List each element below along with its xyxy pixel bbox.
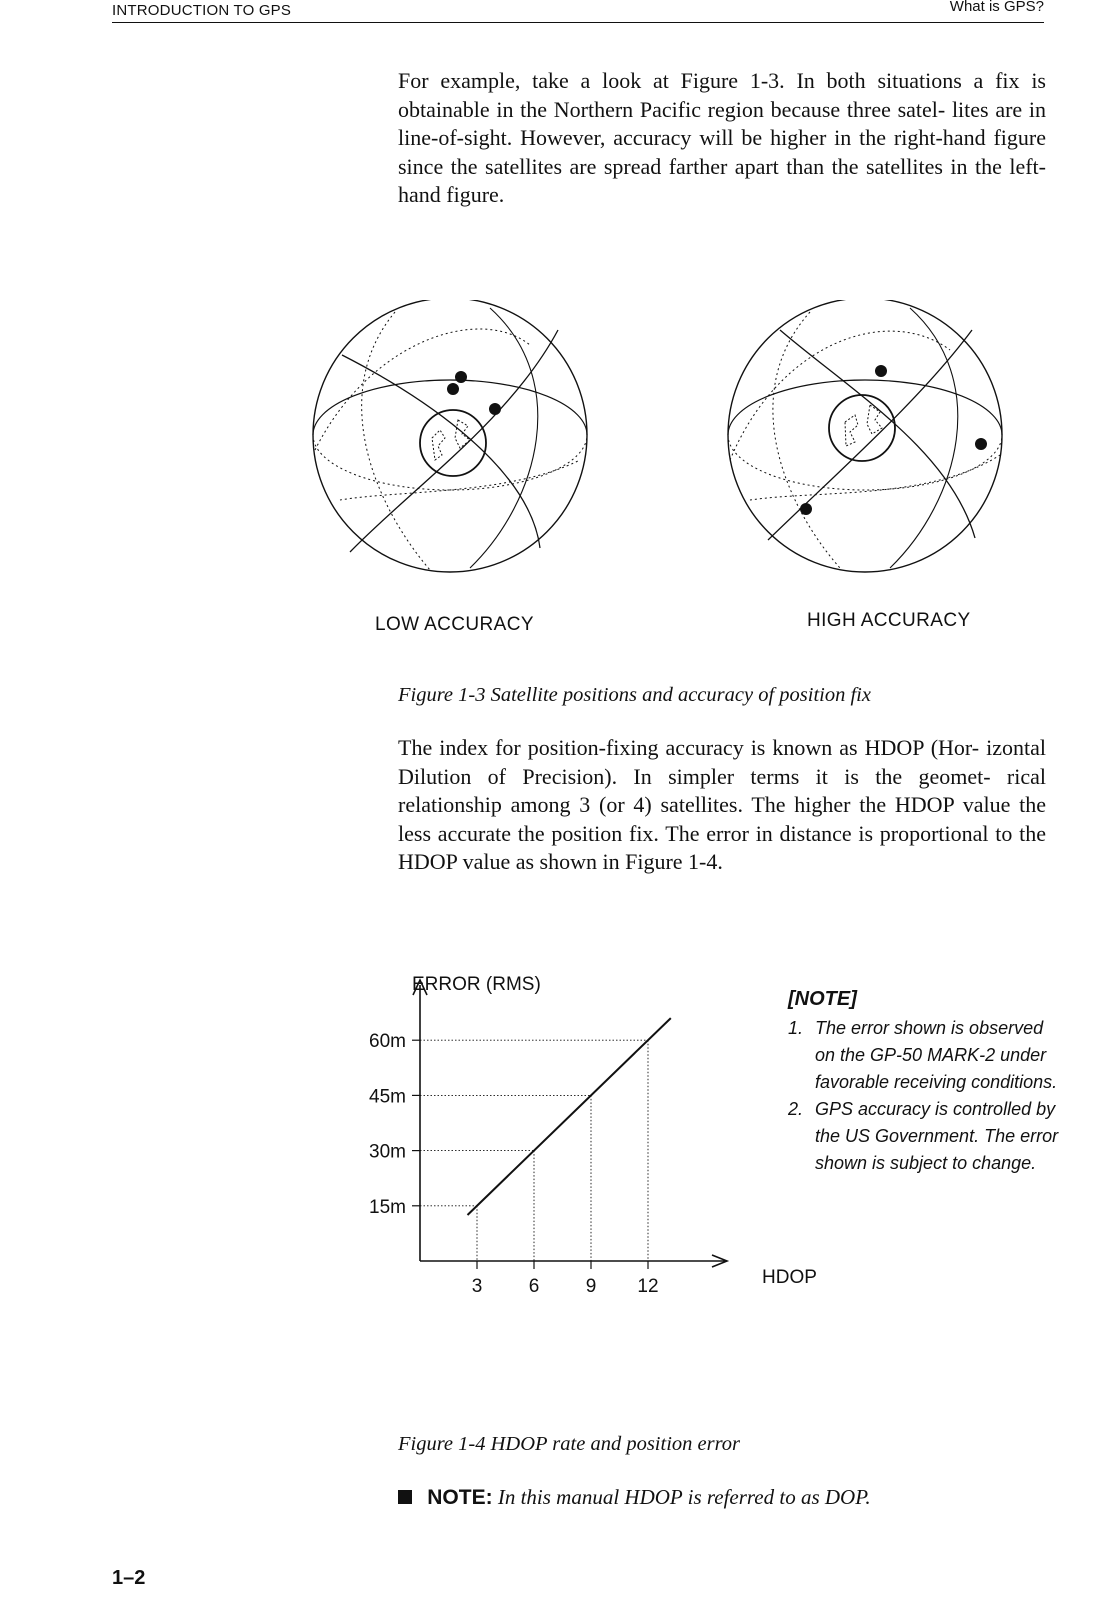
bottom-note-label: NOTE: [427, 1486, 493, 1509]
note-box [788, 986, 1068, 1177]
note-item-2 [788, 1096, 1068, 1177]
low-accuracy-satellites [447, 371, 501, 415]
low-accuracy-globe [313, 300, 587, 572]
hdop-error-chart [350, 975, 830, 1345]
y-tick-label: 30m [369, 1141, 406, 1163]
bottom-note-text: In this manual HDOP is referred to as DOP. [497, 1485, 871, 1509]
y-tick-labels [369, 1031, 420, 1218]
body-paragraph-2: The index for position-fixing accuracy is known as HDOP (Hor- izontal Dilution of Precision). In simpler terms it is the geomet- rical relationship among 3 (or 4) satellites. The higher the HDOP value the less accurate the position fix. The error in distance is proportional to the HDOP value as shown in Figure 1-4. [398, 735, 1046, 874]
square-bullet-icon [398, 1490, 412, 1504]
y-axis-label: ERROR (RMS) [412, 975, 541, 995]
body-paragraph-1: For example, take a look at Figure 1-3. In both situations a fix is obtainable in the Northern Pacific region because three satel- lites are in line-of-sight. However, accuracy will be higher in the right-hand figure since the satellites are spread farther apart than the satellites in the left-hand figure. [398, 68, 1046, 207]
x-tick-labels [472, 1261, 659, 1297]
x-axis-label: HDOP [762, 1267, 817, 1288]
satellite-figure [310, 300, 1055, 605]
page-number: 1–2 [112, 1567, 146, 1589]
x-tick-label: 12 [637, 1276, 659, 1297]
x-tick-label: 3 [471, 1276, 483, 1297]
chart-axes [413, 980, 727, 1267]
low-accuracy-label: LOW ACCURACY [375, 614, 534, 635]
bottom-note [398, 1485, 871, 1510]
note-list [788, 1015, 1068, 1177]
note-title: [NOTE] [788, 988, 857, 1010]
note-item-text: The error shown is observed on the GP-50 MARK-2 under favorable receiving conditions. [815, 1018, 1058, 1092]
x-tick-label: 9 [585, 1276, 597, 1297]
note-item-text: GPS accuracy is controlled by the US Government. The error shown is subject to change. [815, 1099, 1059, 1173]
y-tick-label: 15m [369, 1196, 406, 1218]
page-header [112, 0, 1044, 23]
y-tick-label: 60m [369, 1031, 406, 1053]
high-accuracy-label: HIGH ACCURACY [807, 610, 971, 631]
chart-series [468, 1018, 671, 1215]
error-series-line [468, 1018, 671, 1215]
note-item-1 [788, 1015, 1068, 1096]
x-tick-label: 6 [528, 1276, 540, 1297]
high-accuracy-globe [728, 300, 1002, 572]
note-item-number: 2. [788, 1099, 804, 1119]
header-topic: What is GPS? [949, 0, 1044, 15]
y-tick-label: 45m [369, 1086, 406, 1108]
note-item-number: 1. [788, 1018, 804, 1038]
header-section: INTRODUCTION TO GPS [112, 2, 292, 19]
figure-1-4-caption: Figure 1-4 HDOP rate and position error [398, 1433, 741, 1455]
figure-1-3-caption: Figure 1-3 Satellite positions and accuracy of position fix [398, 684, 871, 706]
